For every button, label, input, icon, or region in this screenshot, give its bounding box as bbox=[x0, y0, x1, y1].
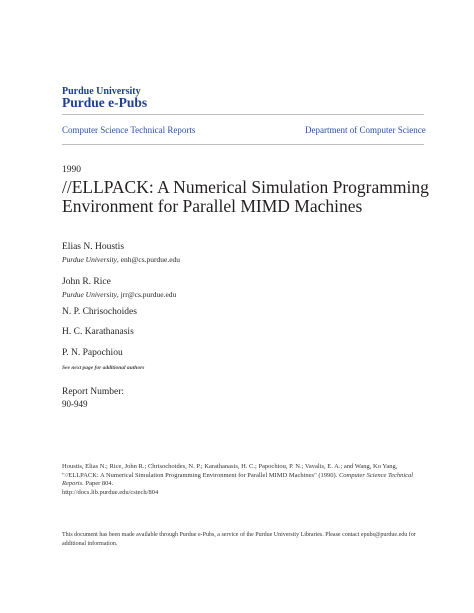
divider bbox=[62, 114, 424, 115]
link-department-cs[interactable]: Department of Computer Science bbox=[305, 125, 426, 135]
citation-text: Houstis, Elias N.; Rice, John R.; Chrisochoides, N. P.; Karathanasis, H. C.; Papochiou, P. N.; Vavalis, E. A.; and Wang, Ko Yang, "//ELLPACK: A Numerical Simulation Programming Environment for Parallel MIMD Machines" (1990). bbox=[62, 463, 398, 479]
citation-paper: Paper 804. bbox=[85, 480, 114, 488]
see-more-authors-note: See next page for additional authors bbox=[62, 365, 145, 371]
citation-url-link[interactable]: http://docs.lib.purdue.edu/cstech/804 bbox=[62, 488, 159, 496]
author-email: , enh@cs.purdue.edu bbox=[116, 255, 181, 264]
citation-series: Computer Science Technical Reports. bbox=[62, 471, 414, 488]
link-cs-technical-reports[interactable]: Computer Science Technical Reports bbox=[62, 125, 196, 135]
author-name: John R. Rice bbox=[62, 277, 111, 287]
citation-block bbox=[62, 463, 422, 497]
repository-name: Purdue e-Pubs bbox=[62, 95, 148, 110]
report-number-label: Report Number: bbox=[62, 387, 125, 397]
author-affiliation bbox=[62, 290, 176, 299]
publication-year: 1990 bbox=[62, 165, 81, 175]
institution-name: Purdue University bbox=[62, 86, 141, 97]
document-title: //ELLPACK: A Numerical Simulation Programming Environment for Parallel MIMD Machines bbox=[62, 177, 429, 216]
divider bbox=[62, 144, 424, 145]
author-name: Elias N. Houstis bbox=[62, 242, 125, 252]
author-email: , jrr@cs.purdue.edu bbox=[116, 290, 177, 299]
availability-notice: This document has been made available through Purdue e-Pubs, a service of the Purdue University Libraries. Please contact epubs@purdue.edu for additional information. bbox=[62, 532, 416, 547]
author-affiliation bbox=[62, 255, 180, 264]
author-name: H. C. Karathanasis bbox=[62, 327, 134, 337]
author-name: N. P. Chrisochoides bbox=[62, 307, 137, 317]
author-institution: Purdue University bbox=[62, 290, 117, 299]
author-institution: Purdue University bbox=[62, 255, 117, 264]
author-name: P. N. Papochiou bbox=[62, 348, 123, 358]
report-number-value: 90-949 bbox=[62, 399, 88, 409]
